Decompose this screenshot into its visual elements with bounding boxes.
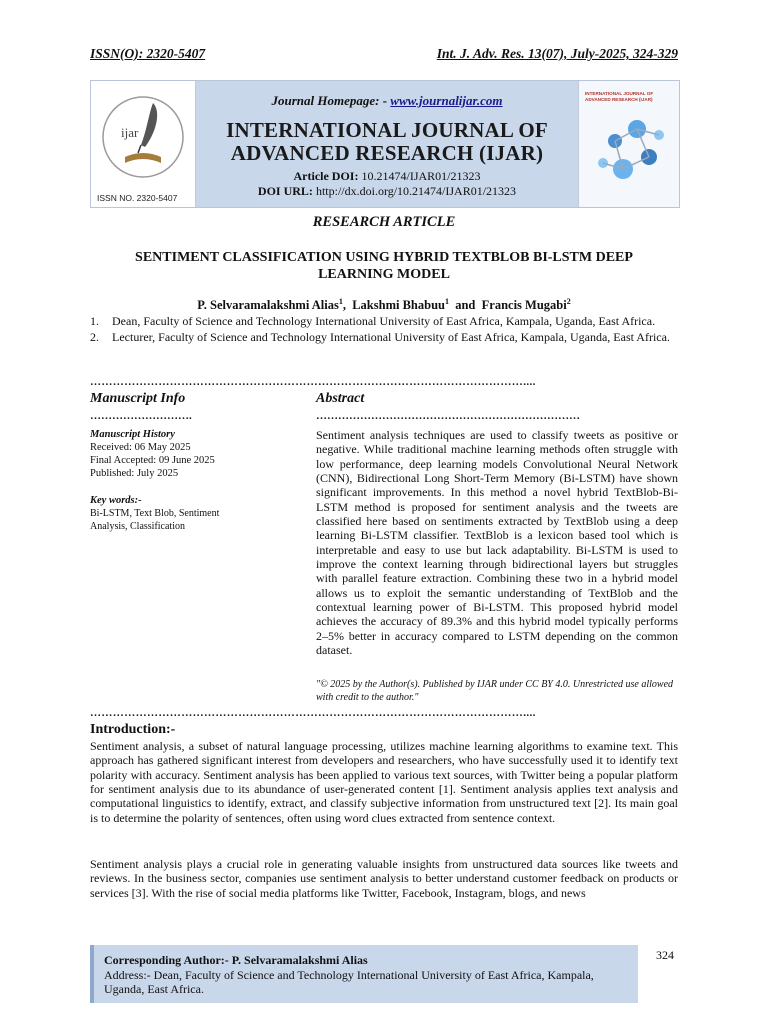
journal-cover-image: [578, 81, 679, 207]
author-affil-sup: 2: [566, 297, 571, 306]
cover-text-line2: ADVANCED RESEARCH (IJAR): [585, 97, 653, 102]
affiliation-list: [90, 314, 678, 345]
author-name: P. Selvaramalakshmi Alias: [197, 298, 339, 313]
manuscript-info: [90, 428, 290, 533]
abstract-heading: Abstract: [316, 391, 365, 406]
accepted-date: Final Accepted: 09 June 2025: [90, 455, 215, 466]
journal-banner: [90, 80, 680, 208]
author-name: Francis Mugabi: [481, 298, 567, 313]
paper-title: [110, 249, 658, 283]
abstract-text: Sentiment analysis techniques are used to classify tweets as positive or negative. While traditional machine learning methods often struggle with low performance, deep learning models Convolutional Neural Network (CNN), Bidirectional Long Short-Term Memory (Bi-LSTM) have shown significant improvements. In this method a novel hybrid TextBlob-Bi-LSTM method is proposed for sentiment analysis and the tweets are classified here based on sentiments extracted by TextBlob using a deep learning Bi-LSTM classifier. TextBlob is a lexicon based tool which is interpretable and easy to use but lack adaptability. Bi-LSTM is used to improve the context learning through bidirectional layers but struggles with parallel feature extraction. Combining these two in a hybrid model allows us to exploit the semantic understanding of TextBlob and the contextual learning power of Bi-LSTM. This proposed hybrid model achieves the accuracy of 89.3% and this hybrid model typically performs 2–5% better in accuracy compared to LSTM depending on the common dataset.: [316, 428, 678, 658]
issn-text: ISSN(O): 2320-5407: [90, 46, 206, 61]
affiliation-number: 2.: [90, 329, 99, 344]
doi-url-label: DOI URL:: [257, 184, 313, 198]
homepage-label: Journal Homepage: -: [271, 93, 391, 108]
keywords-text: Bi-LSTM, Text Blob, Sentiment Analysis, Classification: [90, 508, 220, 532]
running-header: [90, 46, 678, 62]
author-affil-sup: 1: [444, 297, 449, 306]
affiliation-item: [90, 314, 678, 329]
dotted-divider: ……………………………………………………………………………………………………....: [90, 707, 536, 719]
author-affil-sup: 1: [338, 297, 343, 306]
history-label: Manuscript History: [90, 429, 175, 440]
dotted-divider: ……………………………………………………………………………………………………....: [90, 376, 536, 388]
published-date: Published: July 2025: [90, 468, 179, 479]
affiliation-item: [90, 330, 678, 345]
address-label: Address:-: [104, 967, 151, 982]
affiliation-text: Lecturer, Faculty of Science and Technology International University of East Africa, Kampala, Uganda, East Africa.: [112, 329, 670, 344]
corresponding-label: Corresponding Author:-: [104, 953, 229, 967]
doi-value[interactable]: 10.21474/IJAR01/21323: [361, 169, 481, 183]
author-list: P. Selvaramalakshmi Alias$^1$, Lakshmi Bhabuu$^1$ and Francis Mugabi$^2$: [197, 297, 571, 313]
author-name: Lakshmi Bhabuu: [352, 298, 445, 313]
affiliation-text: Dean, Faculty of Science and Technology International University of East Africa, Kampala, Uganda, East Africa.: [112, 314, 656, 328]
journal-title: [195, 119, 579, 165]
paper-title-line2: LEARNING MODEL: [318, 267, 450, 282]
journal-logo: [91, 81, 196, 207]
address-text: Dean, Faculty of Science and Technology International University of East Africa, Kampala, Uganda, East Africa.: [104, 967, 594, 996]
journal-title-line1: INTERNATIONAL JOURNAL OF: [226, 118, 548, 142]
manuscript-info-heading: Manuscript Info: [90, 391, 186, 406]
affiliation-number: 1.: [90, 314, 99, 328]
homepage-link[interactable]: www.journalijar.com: [390, 93, 503, 108]
logo-issn-text: ISSN NO. 2320-5407: [97, 193, 178, 203]
dotted-divider: ……………………….: [90, 410, 192, 422]
doi-label: Article DOI:: [293, 169, 359, 183]
journal-homepage: [195, 93, 579, 109]
received-date: Received: 06 May 2025: [90, 442, 191, 453]
dotted-divider: ………………………………………………………………: [316, 410, 580, 422]
quill-logo-icon: [91, 81, 195, 207]
introduction-heading: Introduction:-: [90, 722, 176, 737]
citation-text: Int. J. Adv. Res. 13(07), July-2025, 324-329: [436, 46, 678, 61]
paper-title-line1: SENTIMENT CLASSIFICATION USING HYBRID TEXTBLOB BI-LSTM DEEP: [135, 250, 633, 265]
doi-block: [195, 169, 579, 199]
doi-url-value[interactable]: http://dx.doi.org/10.21474/IJAR01/21323: [315, 184, 517, 198]
author-separator: and: [455, 298, 476, 313]
cover-text-line1: INTERNATIONAL JOURNAL OF: [585, 91, 654, 96]
molecule-cover-icon: [579, 81, 679, 207]
journal-title-line2: ADVANCED RESEARCH (IJAR): [230, 141, 544, 165]
introduction-paragraph: Sentiment analysis plays a crucial role in generating valuable insights from unstructured data sources like tweets and reviews. In the business sector, companies use sentiment analysis to better understand customer feedback on products or services [3]. With the rise of social media platforms like Twitter, Facebook, Instagram, blogs, and news: [90, 857, 678, 900]
corresponding-name: P. Selvaramalakshmi Alias: [231, 953, 368, 967]
introduction-paragraph: Sentiment analysis, a subset of natural language processing, utilizes machine learning algorithms to examine text. This approach has gathered significant interest from developers and researchers, who have successfully used it to identify text polarity with accuracy. Sentiment analysis has been applied to various text sources, with Twitter being a popular platform for sentiment analysis due to its abundance of user-generated content [1]. Sentiment analysis applies text analysis and computational linguistics to identify, extract, and classify subjective information from unstructured text [2]. Its main goal is to determine the polarity of sentences, often using word clues extracted from sentence context.: [90, 739, 678, 825]
page-number: 324: [656, 948, 674, 962]
license-text: "© 2025 by the Author(s). Published by IJAR under CC BY 4.0. Unrestricted use allowed with credit to the author.": [316, 679, 674, 703]
article-type: RESEARCH ARTICLE: [312, 214, 456, 230]
keywords-label: Key words:-: [90, 495, 142, 506]
corresponding-author-box: [90, 945, 638, 1003]
logo-text: ijar: [121, 125, 139, 140]
